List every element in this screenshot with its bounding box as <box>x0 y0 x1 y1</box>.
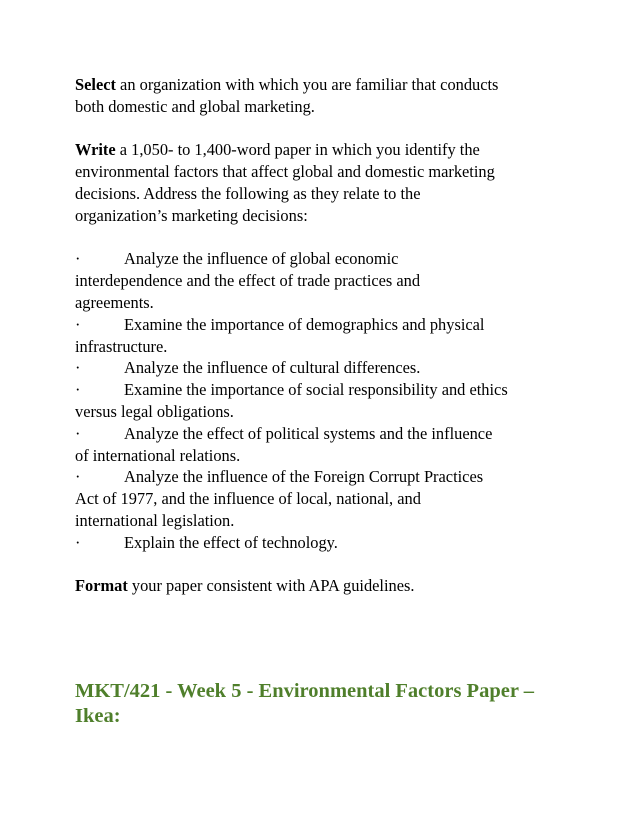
bullet-item <box>75 423 575 445</box>
bullet-continuation: international legislation. <box>75 510 235 530</box>
bullet-dot: · <box>75 532 81 552</box>
format-line <box>75 575 575 597</box>
bullet-dot: · <box>75 380 81 400</box>
select-line-1 <box>75 74 575 96</box>
select-keyword: Select <box>75 75 116 94</box>
bullet-item <box>75 248 575 270</box>
bullet-item <box>75 314 575 336</box>
heading-line-1: MKT/421 - Week 5 - Environmental Factors Paper – <box>75 680 534 702</box>
bullet-item <box>75 379 575 401</box>
bullet-continuation: infrastructure. <box>75 336 168 356</box>
select-paragraph <box>75 74 575 118</box>
format-line-text: your paper consistent with APA guidelines. <box>127 576 415 596</box>
bullet-dot: · <box>75 314 81 334</box>
bullet-text: Analyze the influence of cultural differences. <box>124 358 421 378</box>
bullet-continuation: agreements. <box>75 292 154 312</box>
bullet-text: Analyze the effect of political systems and the influence <box>124 423 493 443</box>
bullet-continuation: Act of 1977, and the influence of local, national, and <box>75 489 421 509</box>
write-line-2: environmental factors that affect global and domestic marketing <box>75 162 495 182</box>
bullet-dot: · <box>75 423 81 443</box>
bullet-text: Analyze the influence of global economic <box>124 249 399 269</box>
bullet-dot: · <box>75 467 81 487</box>
bullet-dot: · <box>75 249 81 269</box>
document-body <box>75 74 575 619</box>
write-line-1-text: a 1,050- to 1,400-word paper in which you identify the <box>115 140 480 160</box>
bullet-continuation: versus legal obligations. <box>75 401 234 421</box>
bullet-continuation: interdependence and the effect of trade practices and <box>75 271 421 291</box>
bullet-item <box>75 532 575 554</box>
bullet-item <box>75 357 575 379</box>
write-line-4: organization’s marketing decisions: <box>75 205 308 225</box>
write-line-1 <box>75 139 575 161</box>
bullet-text: Analyze the influence of the Foreign Corrupt Practices <box>124 467 484 487</box>
heading-line-2: Ikea: <box>75 705 121 727</box>
bullet-dot: · <box>75 358 81 378</box>
assignment-heading <box>75 679 575 729</box>
select-line-1-text: an organization with which you are familiar that conducts <box>115 75 499 94</box>
bullet-text: Explain the effect of technology. <box>124 532 338 552</box>
requirement-list <box>75 248 575 553</box>
write-keyword: Write <box>75 140 116 160</box>
format-keyword: Format <box>75 576 128 596</box>
bullet-text: Examine the importance of demographics and physical <box>124 314 485 334</box>
bullet-text: Examine the importance of social responsibility and ethics <box>124 380 508 400</box>
bullet-item <box>75 466 575 488</box>
write-line-3: decisions. Address the following as they relate to the <box>75 183 421 203</box>
select-line-2: both domestic and global marketing. <box>75 96 315 116</box>
format-paragraph <box>75 575 575 597</box>
bullet-continuation: of international relations. <box>75 445 241 465</box>
write-paragraph <box>75 139 575 226</box>
